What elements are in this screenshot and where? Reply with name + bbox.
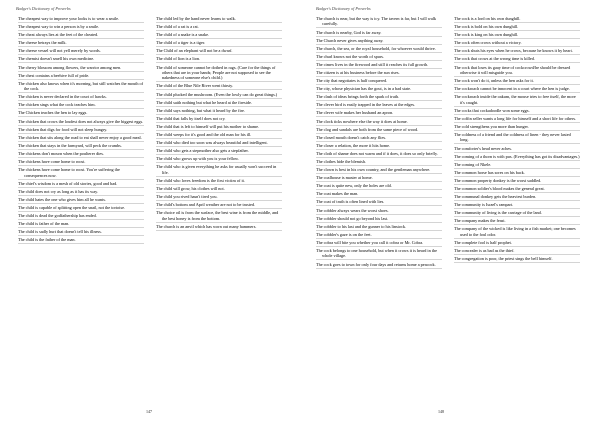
running-head: Badger's Dictionary of Proverbs	[16, 6, 71, 11]
proverb-entry: The coldness of a friend and the coldness of linen - they never lasted long.	[454, 132, 580, 144]
proverb-entry: The child is father of the man.	[18, 221, 144, 228]
proverb-entry: The child who grows up with you is your fellow.	[156, 156, 282, 163]
proverb-entry: The Chicken teaches the hen to lay eggs.	[18, 110, 144, 117]
proverb-entry: The child of lion is a lion.	[156, 56, 282, 63]
proverb-entry: The church, the sea, or the royal household, for whoever would thrive.	[316, 46, 442, 53]
proverb-entry: The chicken also knows when it's morning, but still watches the mouth of the cock.	[18, 80, 144, 92]
right-page-column-2	[454, 16, 580, 264]
proverb-entry: The coming of Nkele.	[454, 162, 580, 169]
proverb-entry: The clock ticks nowhere else the way it does at home.	[316, 119, 442, 126]
proverb-entry: The coat of truth is often lined with lies.	[316, 199, 442, 206]
proverb-entry: The cheese betrays the milk.	[18, 40, 144, 47]
proverb-entry: The cocks that cockadoodle won some eggs.	[454, 108, 580, 115]
page-number: 147	[146, 409, 152, 414]
proverb-entry: The child of a snake is a snake.	[156, 32, 282, 39]
proverb-entry: The community of living is the carriage of the land.	[454, 210, 580, 217]
proverb-entry: The child who is given everything he asks for usually won't succeed in life.	[156, 164, 282, 176]
proverb-entry: The chicken that crows the loudest does not always give the biggest eggs.	[18, 118, 144, 124]
proverb-entry: The child hates the one who gives him all he wants.	[18, 197, 144, 204]
proverb-entry: The chickens don't mourn when the poulterer dies.	[18, 151, 144, 158]
proverb-entry: The cockroach cannot be innocent in a court where the hen is judge.	[454, 86, 580, 93]
proverb-entry: The child who died too soon was always beautiful and intelligent.	[156, 140, 282, 147]
proverb-entry: The cheapest way to win a person is by a smile.	[18, 24, 144, 31]
proverb-entry: The cheese vessel will not yell merely by words.	[18, 48, 144, 55]
proverb-entry: The cimex lives in the firewood and still it reaches its full growth.	[316, 62, 442, 69]
proverb-entry: The cock won't do it, unless the hen asks for it.	[454, 78, 580, 85]
proverb-entry: The child of the Blue Nile River went thirsty.	[156, 83, 282, 90]
proverb-entry: The child you rived hasn't tired you.	[156, 194, 282, 201]
proverb-entry: The child that is left to himself will put his mother to shame.	[156, 124, 282, 131]
proverb-entry: The cheapest way to improve your looks is to wear a smile.	[18, 16, 144, 23]
proverb-entry: The chicken sings what the cock teaches him.	[18, 102, 144, 109]
proverb-entry: The church is an anvil which has worn out many hammers.	[156, 224, 282, 231]
proverb-entry: The church is nearby, God is far away.	[316, 30, 442, 37]
proverb-entry: The clog and sandals are both from the same piece of wood.	[316, 127, 442, 134]
proverb-entry: The child is dead the godfathership has ended.	[18, 213, 144, 220]
proverb-entry: The chickens have come home to roost.	[18, 159, 144, 166]
proverb-entry: The cheat always lies at the feet of the cheated.	[18, 32, 144, 39]
proverb-entry: The cold strengthens you more than hunger.	[454, 124, 580, 131]
right-page-column-1	[316, 16, 442, 270]
proverb-entry: The concealer is as bad as the thief.	[454, 248, 580, 255]
proverb-entry: The clothes hide the blemish.	[316, 159, 442, 166]
left-page-column-2	[156, 16, 282, 232]
proverb-entry: The child is sadly hurt that doesn't tell his illness.	[18, 229, 144, 236]
proverb-entry: The church is near, but the way is icy. The tavern is far, but I will walk carefully.	[316, 16, 442, 28]
proverb-entry: The child saith nothing but what he heard at the fireside.	[156, 100, 282, 107]
proverb-entry: The cock is bold on his own dunghill.	[454, 24, 580, 31]
proverb-entry: The cobbler to his last and the gunner to his linstock.	[316, 224, 442, 231]
page-number: 148	[438, 409, 444, 414]
proverb-entry: The child weeps for it's good and the old man for his ill.	[156, 132, 282, 139]
proverb-entry: The closer a relation, the more it hits home.	[316, 143, 442, 150]
proverb-entry: The complete fool is half prophet.	[454, 240, 580, 247]
running-head: Badger's Dictionary of Proverbs	[316, 6, 371, 11]
proverb-entry: The cock is a lord on his own dunghill.	[454, 16, 580, 23]
proverb-entry: The chicken is never declared in the court of hawks.	[18, 94, 144, 101]
proverb-entry: The clever wife makes her husband an apron.	[316, 110, 442, 117]
proverb-entry: The child of a rat is a rat.	[156, 24, 282, 31]
proverb-entry: The cobbler's gaze is on the feet.	[316, 232, 442, 239]
left-page-column-1	[18, 16, 144, 245]
proverb-entry: The chicken that sits along the road to eat shall never enjoy a good meal.	[18, 135, 144, 142]
proverb-entry: The child of a tiger is a tiger.	[156, 40, 282, 47]
proverb-entry: The clown is best in his own country, and the gentleman anywhere.	[316, 167, 442, 174]
proverb-entry: The child does not cry as long as it has its way.	[18, 189, 144, 196]
proverb-entry: The city, whose physician has the gout, is in a bad state.	[316, 86, 442, 93]
proverb-entry: The comforter's head never aches.	[454, 146, 580, 153]
proverb-entry: The coat makes the man.	[316, 191, 442, 198]
proverb-entry: The child led by the hand never learns to walk.	[156, 16, 282, 23]
proverb-entry: The cobbler should not go beyond his last.	[316, 216, 442, 223]
proverb-entry: The cock goes to town for only four days and returns home a peacock.	[316, 262, 442, 269]
proverb-entry: The city that negotiates is half conquered.	[316, 78, 442, 85]
proverb-entry: The chicken that stays in the farmyard, will peck the crumbs.	[18, 143, 144, 150]
proverb-entry: The congregation is poor, the priest sings the bell himself.	[454, 256, 580, 263]
proverb-entry: The common property donkey is the worst saddled.	[454, 178, 580, 185]
proverb-entry: The cock belongs to one household, but when it crows it is heard in the whole village.	[316, 248, 442, 260]
proverb-entry: The coffin seller wants a long life for himself and a short life for others.	[454, 116, 580, 123]
proverb-entry: The company of the wicked is like living in a fish market; one becomes used to the foul odor.	[454, 226, 580, 238]
proverb-entry: The cock often crows without a victory.	[454, 40, 580, 47]
proverb-entry: The coat is quite new, only the holes are old.	[316, 183, 442, 190]
proverb-entry: The child is the father of the man.	[18, 237, 144, 244]
proverb-entry: The cobra will bite you whether you call it cobra or Mr. Cobra.	[316, 240, 442, 247]
proverb-entry: The child will grow, his clothes will not.	[156, 186, 282, 193]
proverb-entry: The clever bird is easily trapped in the leaves at the edges.	[316, 102, 442, 109]
proverb-entry: The chest contains a beehive full of pride.	[18, 73, 144, 80]
proverb-entry: The Child of an elephant will not be a dwarf.	[156, 48, 282, 55]
proverb-entry: The cockroach inside the oakum, the mouse tries to free itself, the more it's caught.	[454, 94, 580, 106]
proverb-entry: The chicken that digs for food will not sleep hungry.	[18, 127, 144, 134]
proverb-entry: The closed mouth doesn't catch any flies.	[316, 135, 442, 142]
proverb-entry: The cherry blossom among flowers, the warrior among men.	[18, 65, 144, 72]
proverb-entry: The common soldier's blood makes the general great.	[454, 186, 580, 193]
proverb-entry: The coming of a thorn is with pus. (Everything has got its disadvantages.)	[454, 153, 580, 159]
proverb-entry: The cock is king on his own dunghill.	[454, 32, 580, 39]
proverb-entry: The child that falls by itself does not cry.	[156, 116, 282, 123]
proverb-entry: The citizen is at his business before the sun rises.	[316, 70, 442, 77]
proverb-entry: The chief's wisdom is a mesh of old stories, good and bad.	[18, 181, 144, 188]
proverb-entry: The common horse has sores on his back.	[454, 170, 580, 177]
proverb-entry: The company makes the feast.	[454, 218, 580, 225]
proverb-entry: The cock that loses its gaay time of cockcrowd/he should be dressed otherwise it will misguide you.	[454, 65, 580, 77]
proverb-entry: The cloth of shame does not warm and if it does, it does so only briefly.	[316, 151, 442, 158]
proverb-entry: The child is capable of splitting open the snail, not the tortoise.	[18, 205, 144, 212]
proverb-entry: The child plucked the mushroom. (Even the lowly can do great things.)	[156, 92, 282, 99]
proverb-entry: The choice oil is from the surface, the best wine is from the middle, and the best honey is from the bottom.	[156, 210, 282, 222]
proverb-entry: The chickens have come home to roost. You're suffering the consequences now.	[18, 167, 144, 179]
proverb-entry: The cock shuts his eyes when he crows, because he knows it by heart.	[454, 48, 580, 55]
proverb-entry: The child who gets a stepmother also gets a stepfather.	[156, 148, 282, 155]
proverb-entry: The child says nothing, but what it heard by the fire.	[156, 108, 282, 115]
proverb-entry: The churl knows not the worth of spurs.	[316, 54, 442, 61]
proverb-entry: The child who loves freedom is the first victim of it.	[156, 178, 282, 185]
proverb-entry: The child of someone cannot be dothed in rags. (Care for the things of others that are in your hands; People are not supposed to see the nakedness of someone else's child.)	[156, 65, 282, 83]
proverb-entry: The cobbler always wears the worst shoes.	[316, 208, 442, 215]
proverb-entry: The clash of ideas brings forth the spark of truth.	[316, 94, 442, 101]
proverb-entry: The chemist doesn't smell his own medicine.	[18, 56, 144, 63]
proverb-entry: The communal donkey gets the heaviest burden.	[454, 194, 580, 201]
proverb-entry: The cock that crows at the wrong time is killed.	[454, 56, 580, 63]
proverb-entry: The child's bottom and April weather are not to be trusted.	[156, 202, 282, 209]
right-page	[300, 0, 600, 424]
proverb-entry: The Church never gives anything away.	[316, 38, 442, 45]
proverb-entry: The community is Israel's rampart.	[454, 202, 580, 209]
proverb-entry: The coalhouse is master at home.	[316, 175, 442, 182]
